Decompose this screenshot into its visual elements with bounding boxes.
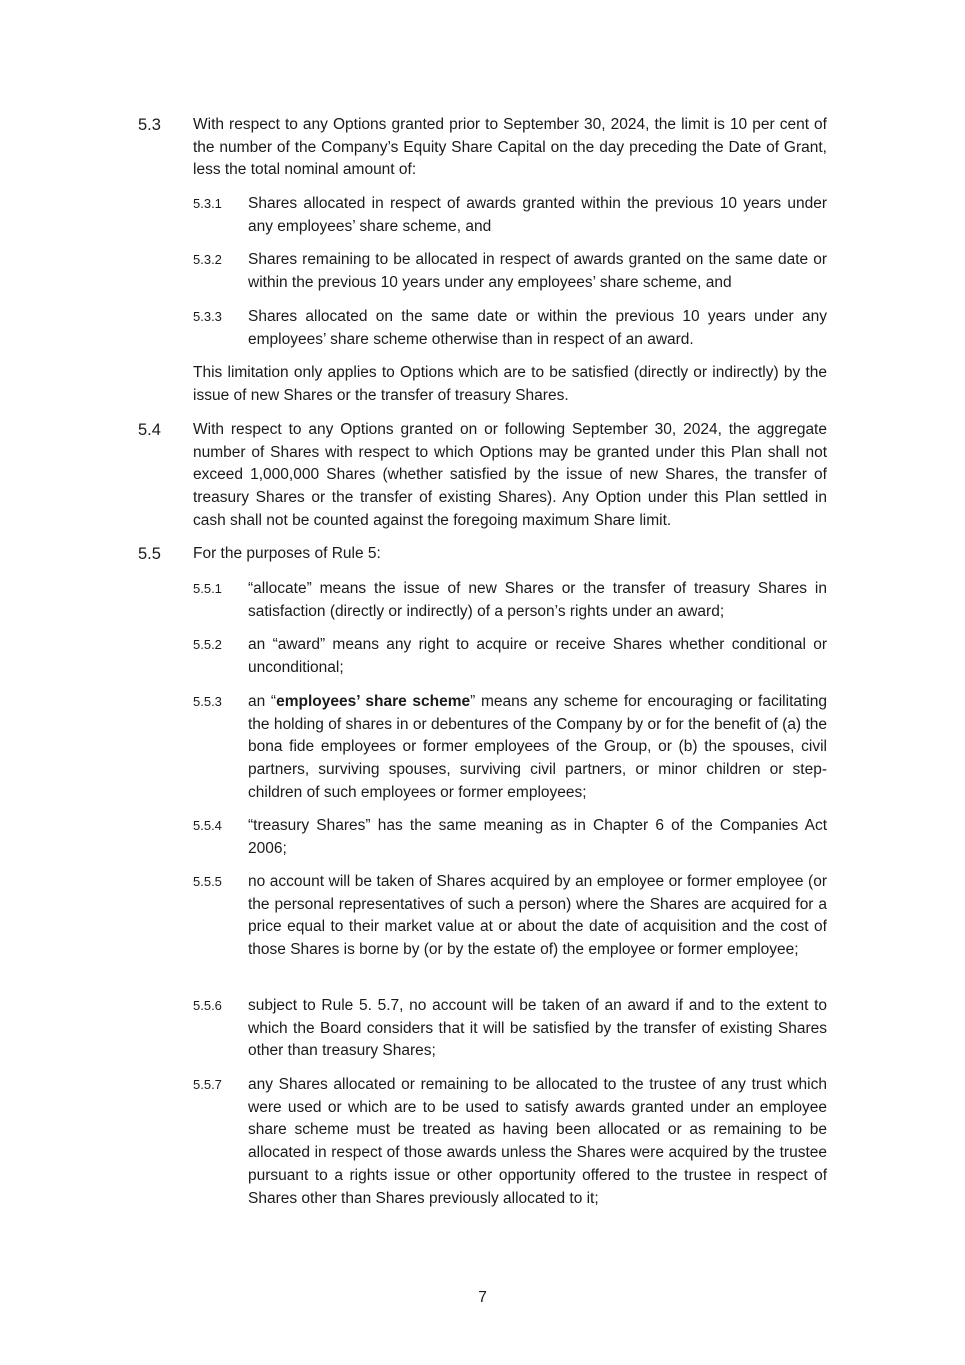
subclause-number: 5.5.4 (193, 818, 222, 833)
limitation-paragraph: This limitation only applies to Options which are to be satisfied (directly or indirectly) by the issue of new Shares or the transfer of treasury Shares. (193, 364, 827, 404)
subclause-text: subject to Rule 5. 5.7, no account will be taken of an award if and to the extent to which the Board considers that it will be satisfied by the transfer of existing Shares other than treasury Shares; (248, 997, 827, 1060)
subclause-number: 5.5.2 (193, 637, 222, 652)
subclause-number: 5.3.2 (193, 252, 222, 267)
subclause-number: 5.3.3 (193, 309, 222, 324)
subclause-number: 5.5.5 (193, 874, 222, 889)
clause-number: 5.3 (138, 116, 161, 134)
subclause-text: Shares allocated in respect of awards granted within the previous 10 years under any employees’ share scheme, and (248, 195, 827, 235)
subclause-text: “treasury Shares” has the same meaning as in Chapter 6 of the Companies Act 2006; (248, 817, 827, 857)
subclause-text: an “award” means any right to acquire or receive Shares whether conditional or unconditional; (248, 636, 827, 676)
subclause-5-5-1 (193, 578, 827, 623)
clause-number: 5.4 (138, 421, 161, 439)
clause-5-4 (138, 419, 827, 533)
clause-text: With respect to any Options granted prior to September 30, 2024, the limit is 10 per cent of the number of the Company’s Equity Share Capital on the day preceding the Date of Grant, less the total nominal amount of: (193, 116, 827, 179)
subclause-text: Shares allocated on the same date or within the previous 10 years under any employees’ share scheme otherwise than in respect of an award. (248, 308, 827, 348)
clause-number: 5.5 (138, 545, 161, 563)
clause-text: For the purposes of Rule 5: (193, 545, 381, 562)
subclause-number: 5.5.7 (193, 1077, 222, 1092)
subclause-5-5-7 (193, 1074, 827, 1210)
subclause-number: 5.5.3 (193, 694, 222, 709)
definition-prefix: an “ (248, 693, 277, 710)
subclause-5-5-3 (193, 691, 827, 805)
subclause-5-3-1 (193, 193, 827, 238)
definition-text: ” means any scheme for encouraging or facilitating the holding of shares in or debentures of the Company by or for the benefit of (a) the bona fide employees or former employees of the Group, or (b) the spouses, civil partners, surviving spouses, surviving civil partners, or minor children or step-children of such employees or former employees; (248, 693, 827, 801)
subclause-number: 5.3.1 (193, 196, 222, 211)
subclause-number: 5.5.6 (193, 998, 222, 1013)
clause-text: With respect to any Options granted on or following September 30, 2024, the aggregate number of Shares with respect to which Options may be granted under this Plan shall not exceed 1,000,000 Shares (whether satisfied by the issue of new Shares, the transfer of treasury Shares or the transfer of existing Shares). Any Option under this Plan settled in cash shall not be counted against the foregoing maximum Share limit. (193, 421, 827, 529)
subclause-text (248, 691, 827, 805)
defined-term: employees’ share scheme (276, 693, 471, 710)
subclause-text: no account will be taken of Shares acquired by an employee or former employee (or the personal representatives of such a person) where the Shares are acquired for a price equal to their market value at or about the date of acquisition and the cost of those Shares is borne by (or by the estate of) the employee or former employee; (248, 873, 827, 959)
clause-5-3 (138, 114, 827, 182)
subclause-5-3-2 (193, 249, 827, 294)
page-number: 7 (478, 1289, 487, 1306)
subclause-text: “allocate” means the issue of new Shares or the transfer of treasury Shares in satisfaction (directly or indirectly) of a person’s rights under an award; (248, 580, 827, 620)
subclause-number: 5.5.1 (193, 581, 222, 596)
subclause-5-5-2 (193, 634, 827, 679)
clause-5-5 (138, 543, 827, 566)
subclause-5-5-5 (193, 871, 827, 962)
subclause-text: any Shares allocated or remaining to be allocated to the trustee of any trust which were used or which are to be used to satisfy awards granted under an employee share scheme must be treated as having been allocated or as remaining to be allocated in respect of those awards unless the Shares were acquired by the trustee pursuant to a rights issue or other opportunity offered to the trustee in respect of Shares other than Shares previously allocated to it; (248, 1076, 827, 1207)
subclause-5-3-3 (193, 306, 827, 351)
subclause-5-5-4 (193, 815, 827, 860)
subclause-text: Shares remaining to be allocated in respect of awards granted on the same date or within the previous 10 years under any employees’ share scheme, and (248, 251, 827, 291)
subclause-5-5-6 (193, 995, 827, 1063)
